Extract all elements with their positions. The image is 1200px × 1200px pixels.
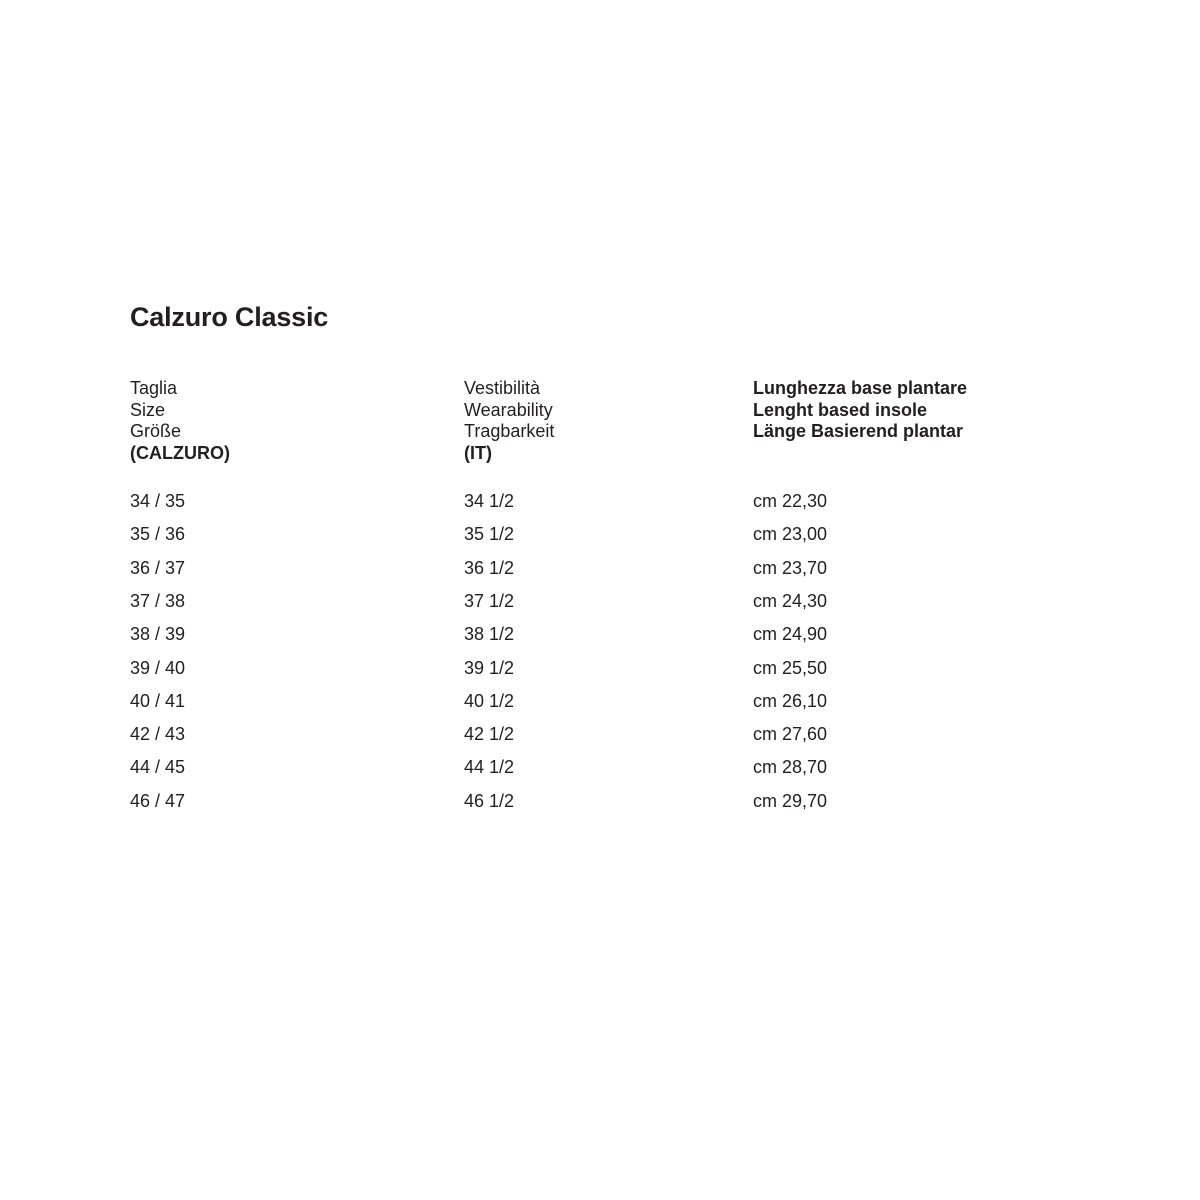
table-cell-length: cm 22,30 [753, 491, 828, 511]
table-cell-fit: 39 1/2 [464, 658, 515, 678]
size-column-header [130, 378, 230, 464]
table-cell-fit: 37 1/2 [464, 591, 515, 611]
table-cell-size: 37 / 38 [130, 591, 186, 611]
table-cell-length: cm 27,60 [753, 724, 828, 744]
table-cell-size: 46 / 47 [130, 791, 186, 811]
length-header-de: Länge Basierend plantar [753, 421, 964, 441]
table-cell-size: 36 / 37 [130, 558, 186, 578]
table-cell-length: cm 26,10 [753, 691, 828, 711]
size-header-unit: (CALZURO) [130, 442, 230, 463]
fit-header-it: Vestibilità [464, 378, 541, 398]
table-cell-length: cm 29,70 [753, 791, 828, 811]
table-cell-length: cm 28,70 [753, 757, 828, 777]
table-cell-fit: 38 1/2 [464, 624, 515, 644]
table-cell-length: cm 25,50 [753, 658, 828, 678]
fit-column-header [464, 378, 554, 464]
table-cell-size: 34 / 35 [130, 491, 186, 511]
table-cell-size: 35 / 36 [130, 524, 186, 544]
table-cell-length: cm 23,00 [753, 524, 828, 544]
length-column-header [753, 378, 967, 443]
table-cell-fit: 36 1/2 [464, 558, 515, 578]
size-header-de: Größe [130, 421, 182, 441]
fit-header-en: Wearability [464, 399, 553, 420]
table-cell-length: cm 24,30 [753, 591, 828, 611]
table-cell-fit: 34 1/2 [464, 491, 515, 511]
table-cell-size: 38 / 39 [130, 624, 186, 644]
table-cell-fit: 42 1/2 [464, 724, 515, 744]
table-cell-fit: 35 1/2 [464, 524, 515, 544]
length-header-it: Lunghezza base plantare [753, 378, 968, 398]
fit-header-unit: (IT) [464, 442, 492, 463]
size-header-it: Taglia [130, 378, 178, 398]
table-cell-length: cm 24,90 [753, 624, 828, 644]
table-cell-fit: 44 1/2 [464, 757, 515, 777]
table-cell-size: 42 / 43 [130, 724, 186, 744]
table-cell-fit: 40 1/2 [464, 691, 515, 711]
table-cell-size: 40 / 41 [130, 691, 186, 711]
fit-header-de: Tragbarkeit [464, 421, 555, 441]
table-cell-size: 39 / 40 [130, 658, 186, 678]
table-cell-size: 44 / 45 [130, 757, 186, 777]
table-cell-fit: 46 1/2 [464, 791, 515, 811]
table-cell-length: cm 23,70 [753, 558, 828, 578]
length-header-en: Lenght based insole [753, 399, 928, 420]
size-header-en: Size [130, 399, 166, 420]
page-title: Calzuro Classic [130, 302, 329, 332]
